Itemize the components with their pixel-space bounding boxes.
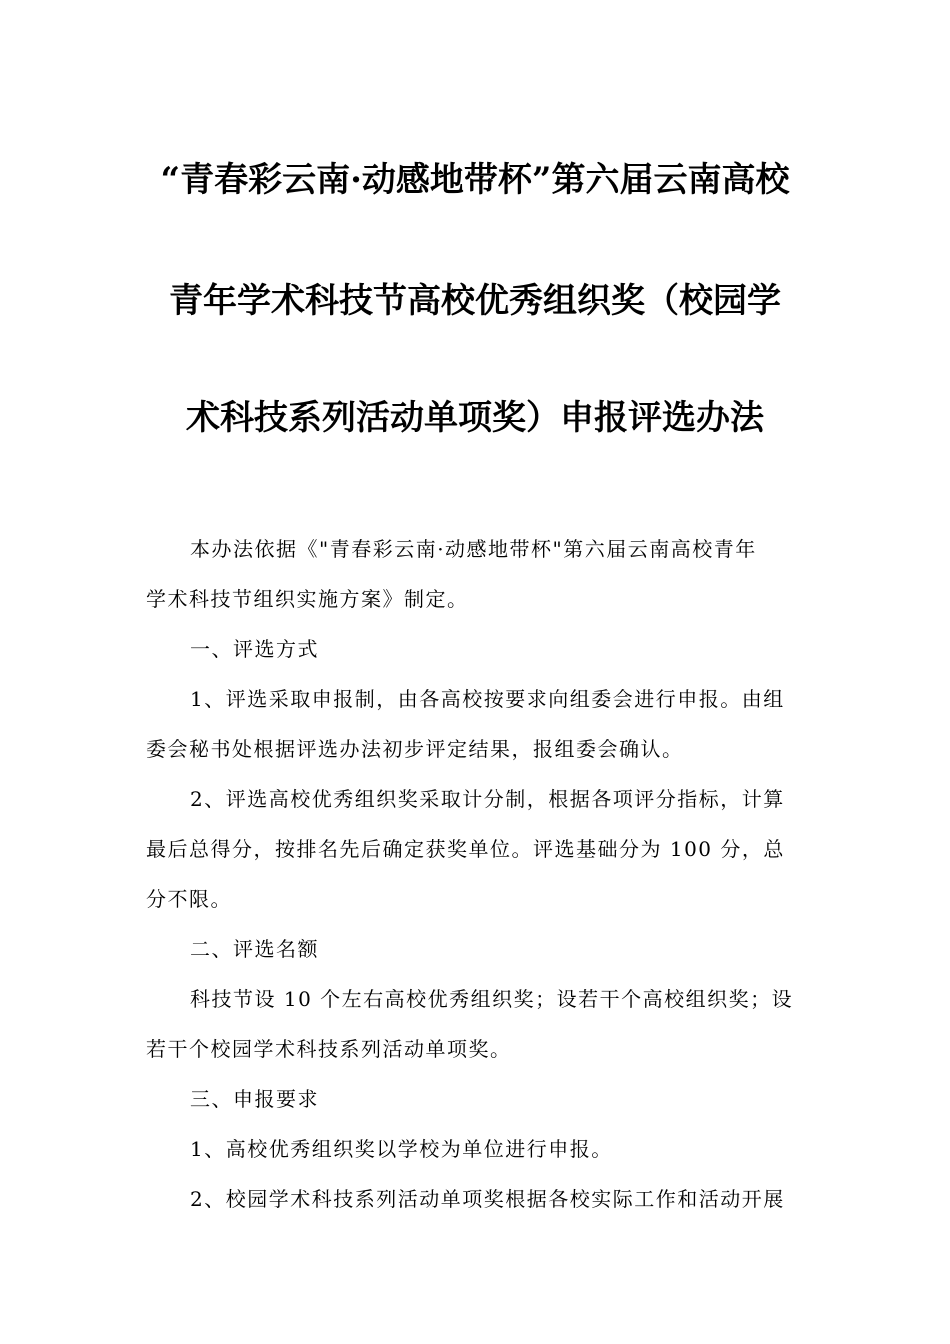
document-title-line-1: “青春彩云南·动感地带杯”第六届云南高校 — [160, 160, 790, 200]
paragraph-requirement-1: 1、高校优秀组织奖以学校为单位进行申报。 — [190, 1137, 613, 1161]
document-title-line-2: 青年学术科技节高校优秀组织奖（校园学 — [169, 281, 781, 321]
paragraph-basis-line-2: 学术科技节组织实施方案》制定。 — [146, 587, 469, 611]
section-heading-award-quota: 二、评选名额 — [190, 937, 319, 961]
paragraph-method-2-line-3: 分不限。 — [146, 887, 232, 911]
paragraph-method-1-line-1: 1、评选采取申报制，由各高校按要求向组委会进行申报。由组 — [190, 687, 785, 711]
paragraph-method-1-line-2: 委会秘书处根据评选办法初步评定结果，报组委会确认。 — [146, 737, 684, 761]
paragraph-quota-line-1: 科技节设 10 个左右高校优秀组织奖；设若干个高校组织奖；设 — [190, 987, 794, 1011]
paragraph-method-2-line-1: 2、评选高校优秀组织奖采取计分制，根据各项评分指标，计算 — [190, 787, 785, 811]
section-heading-selection-method: 一、评选方式 — [190, 637, 319, 661]
section-heading-application-requirements: 三、申报要求 — [190, 1087, 319, 1111]
paragraph-method-2-line-2: 最后总得分，按排名先后确定获奖单位。评选基础分为 100 分，总 — [146, 837, 785, 861]
paragraph-requirement-2-line-1: 2、校园学术科技系列活动单项奖根据各校实际工作和活动开展 — [190, 1187, 785, 1211]
document-title-line-3: 术科技系列活动单项奖）申报评选办法 — [186, 398, 764, 438]
paragraph-quota-line-2: 若干个校园学术科技系列活动单项奖。 — [146, 1037, 512, 1061]
paragraph-basis-line-1: 本办法依据《"青春彩云南·动感地带杯"第六届云南高校青年 — [190, 537, 757, 561]
